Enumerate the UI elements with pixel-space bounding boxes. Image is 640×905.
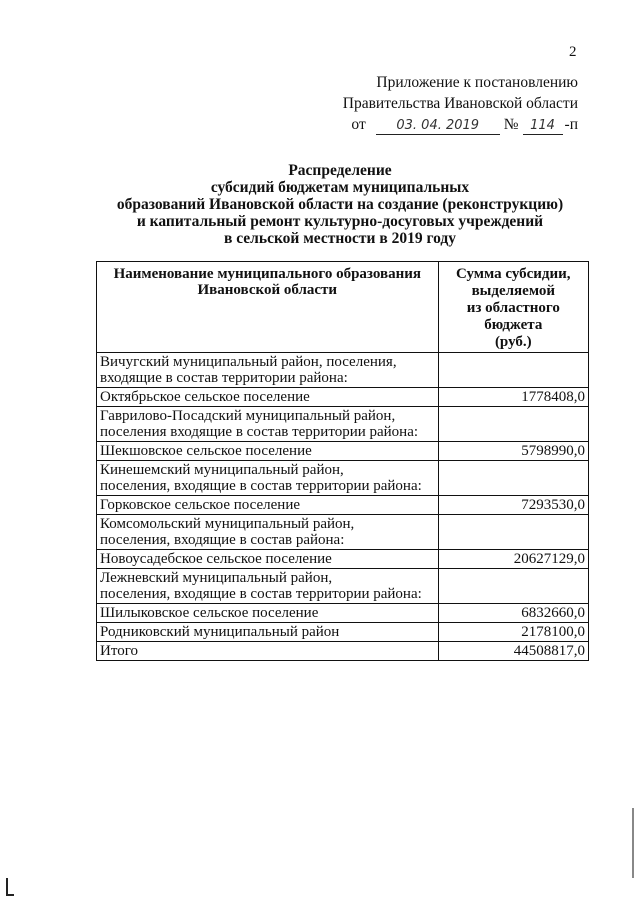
row-name (97, 515, 439, 550)
row-sum: 1778408,0 (438, 388, 588, 407)
handwritten-date: 03. 04. 2019 (376, 118, 500, 135)
row-sum: 2178100,0 (438, 623, 588, 642)
page-number: 2 (569, 44, 577, 60)
title-line-1: Распределение (288, 162, 392, 179)
title-line-2: субсидий бюджетам муниципальных (210, 179, 470, 196)
row-sum (438, 461, 588, 496)
row-name: Шекшовское сельское поселение (97, 442, 439, 461)
row-name: Родниковский муниципальный район (97, 623, 439, 642)
table-row (97, 623, 589, 642)
table-row (97, 550, 589, 569)
table-row (97, 461, 589, 496)
row-sum: 7293530,0 (438, 496, 588, 515)
row-sum (438, 569, 588, 604)
header-name-line-2: Ивановской области (197, 282, 338, 298)
subsidy-table (96, 261, 589, 661)
header-sum-line-5: (руб.) (494, 334, 532, 350)
row-name-line: Комсомольский муниципальный район, (100, 516, 355, 532)
number-suffix: -п (564, 116, 578, 133)
total-sum: 44508817,0 (438, 642, 588, 661)
row-name: Октябрьское сельское поселение (97, 388, 439, 407)
total-label: Итого (97, 642, 439, 661)
row-name-line: поселения, входящие в состав района: (100, 532, 345, 548)
header-sum-line-2: выделяемой (471, 283, 555, 299)
row-sum: 6832660,0 (438, 604, 588, 623)
appendix-line-1: Приложение к постановлению (376, 74, 578, 91)
document-title (60, 162, 620, 247)
table-row (97, 604, 589, 623)
table-header-row (97, 262, 589, 353)
row-name: Шилыковское сельское поселение (97, 604, 439, 623)
title-line-3: образований Ивановской области на создание (реконструкцию) (116, 196, 564, 213)
row-name-line: поселения, входящие в состав территории района: (100, 478, 422, 494)
row-name-line: входящие в состав территории района: (100, 370, 348, 386)
header-sum-line-1: Сумма субсидии, (456, 266, 571, 282)
title-line-4: и капитальный ремонт культурно-досуговых учреждений (136, 213, 544, 230)
row-name (97, 353, 439, 388)
row-sum (438, 407, 588, 442)
table-row (97, 442, 589, 461)
scan-corner-mark (6, 878, 14, 896)
table-row (97, 388, 589, 407)
table-row (97, 496, 589, 515)
row-name-line: поселения входящие в состав территории района: (100, 424, 419, 440)
row-sum (438, 353, 588, 388)
header-name-column (97, 262, 439, 353)
appendix-header (343, 72, 578, 135)
header-sum-line-3: из областного (466, 300, 560, 316)
title-line-5: в сельской местности в 2019 году (223, 230, 456, 247)
row-sum: 5798990,0 (438, 442, 588, 461)
appendix-line-2: Правительства Ивановской области (342, 95, 578, 112)
table-row (97, 407, 589, 442)
header-name-line-1: Наименование муниципального образования (113, 266, 421, 282)
appendix-date-line (343, 114, 578, 135)
row-sum: 20627129,0 (438, 550, 588, 569)
table-row (97, 569, 589, 604)
row-name-line: поселения, входящие в состав территории района: (100, 586, 422, 602)
scan-edge-mark (632, 808, 634, 878)
row-name-line: Вичугский муниципальный район, поселения, (100, 354, 397, 370)
header-sum-column (438, 262, 588, 353)
handwritten-number: 114 (523, 118, 563, 135)
table-row (97, 353, 589, 388)
row-name: Горковское сельское поселение (97, 496, 439, 515)
header-sum-line-4: бюджета (484, 317, 543, 333)
row-name (97, 407, 439, 442)
number-prefix: № (503, 116, 519, 133)
date-prefix: от (351, 116, 366, 133)
table-row (97, 515, 589, 550)
row-name (97, 461, 439, 496)
row-name: Новоусадебское сельское поселение (97, 550, 439, 569)
row-name-line: Лежневский муниципальный район, (100, 570, 333, 586)
row-name-line: Гаврилово-Посадский муниципальный район, (100, 408, 396, 424)
row-name-line: Кинешемский муниципальный район, (100, 462, 344, 478)
table-total-row (97, 642, 589, 661)
row-name (97, 569, 439, 604)
row-sum (438, 515, 588, 550)
